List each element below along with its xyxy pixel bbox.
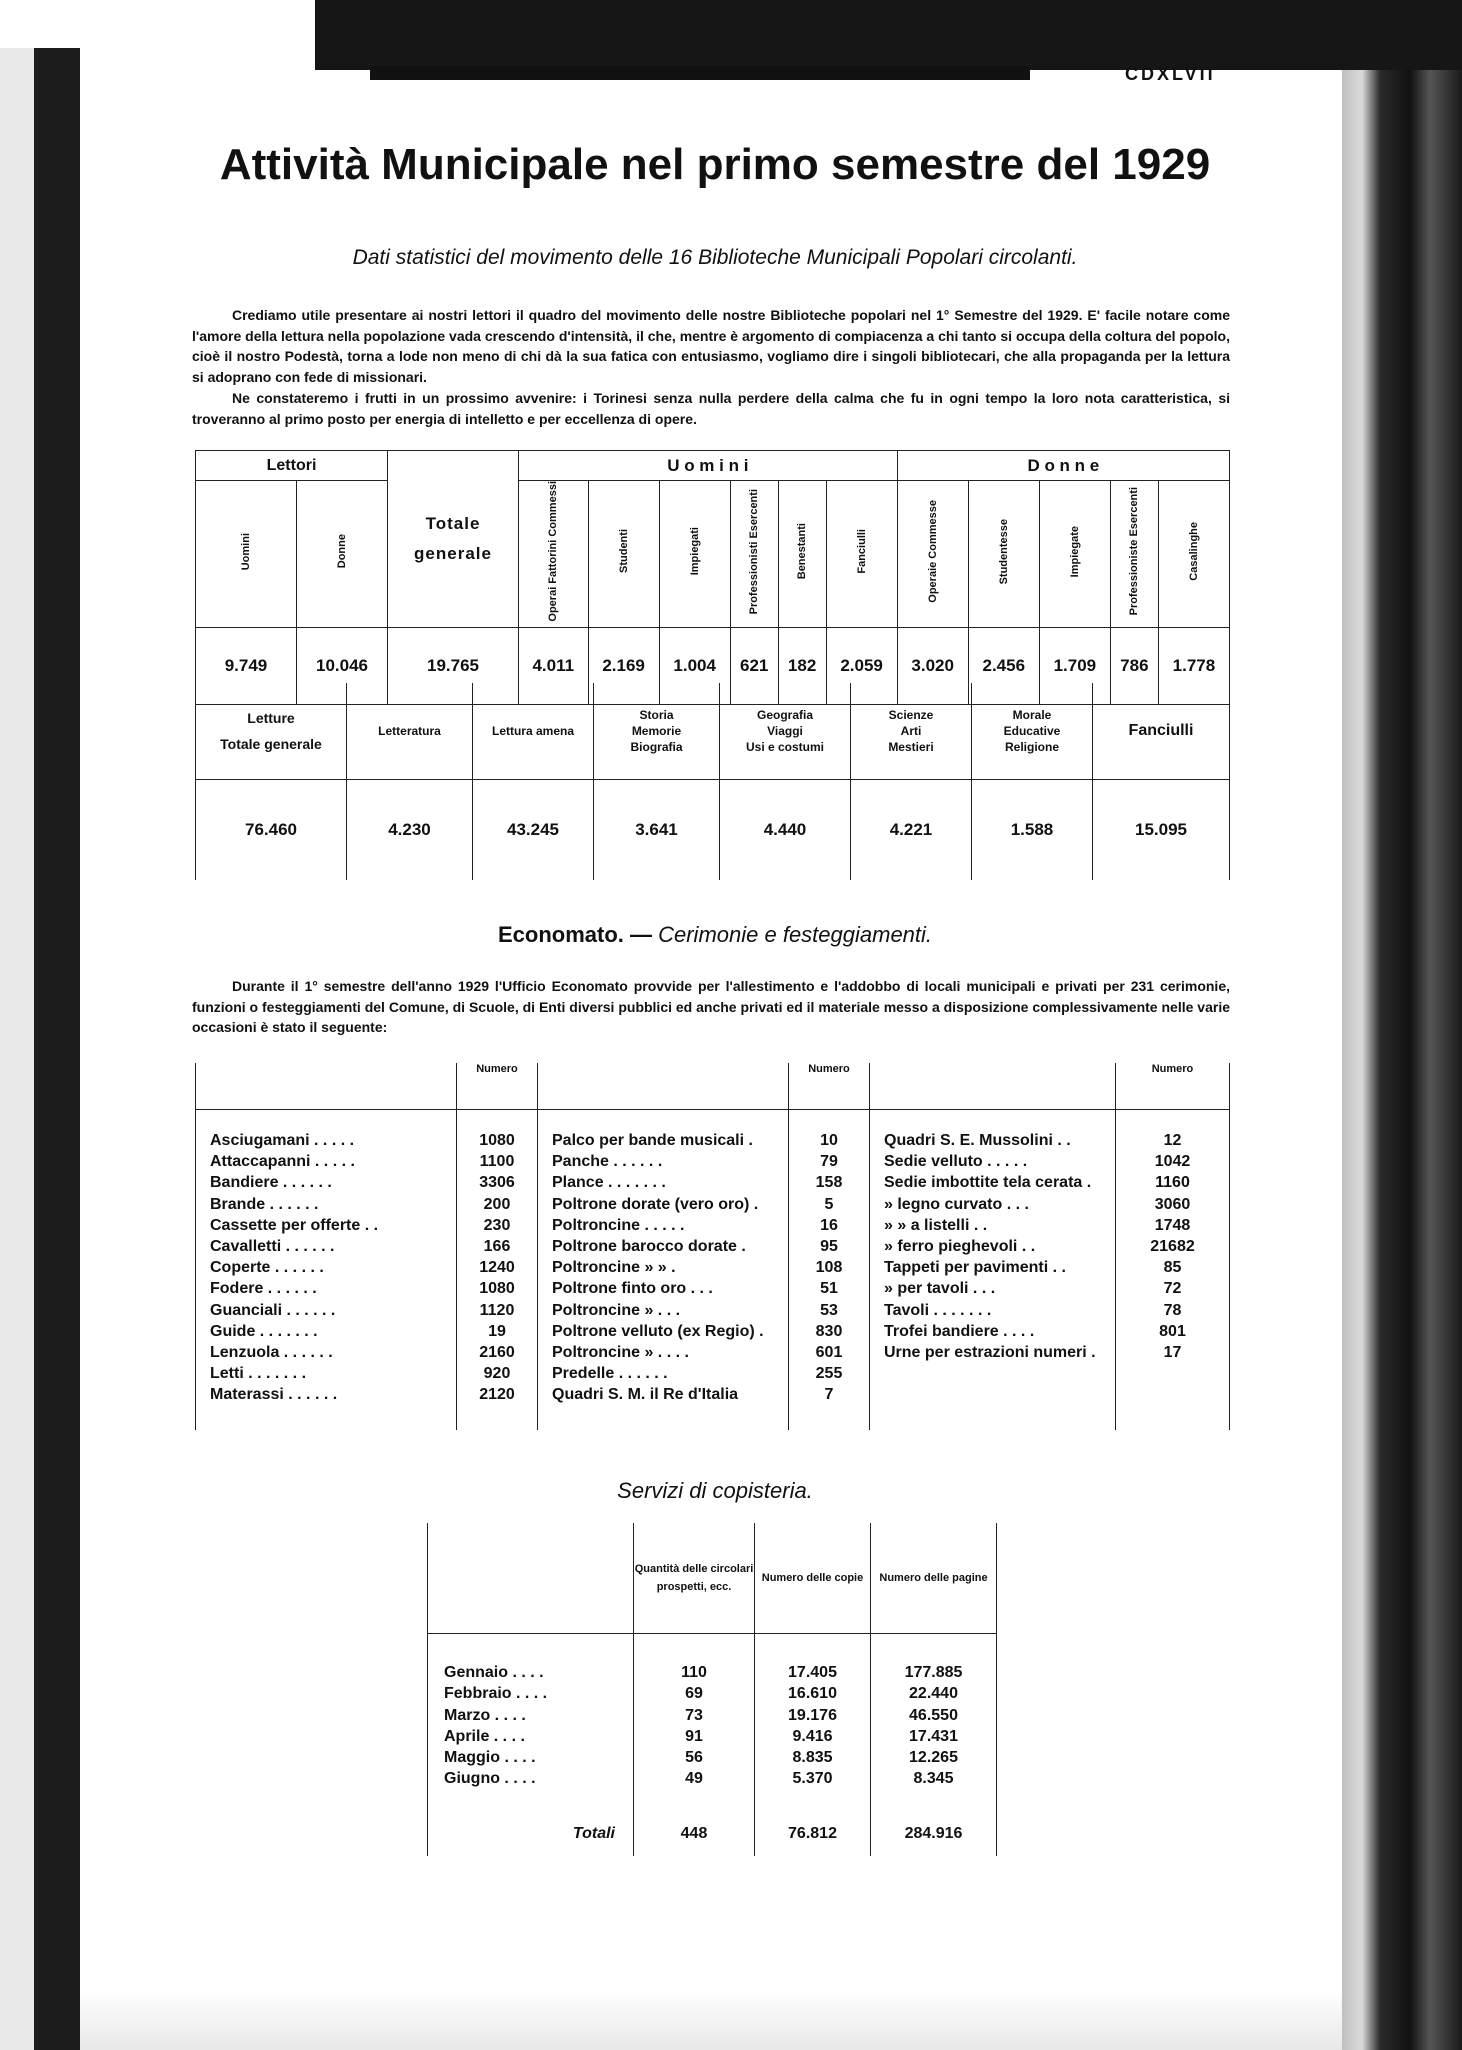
material-count: 166 bbox=[483, 1237, 511, 1255]
material-count: 19 bbox=[488, 1322, 506, 1340]
material-item: » legno curvato . . . bbox=[884, 1195, 1029, 1213]
quantita-value: 69 bbox=[685, 1685, 703, 1703]
col-header: Casalinghe bbox=[1158, 481, 1229, 628]
copie-value: 19.176 bbox=[788, 1706, 837, 1724]
material-item: Materassi . . . . . . bbox=[210, 1386, 338, 1404]
material-count: 21682 bbox=[1150, 1237, 1195, 1255]
copie-value: 9.416 bbox=[792, 1727, 833, 1745]
value-cell: 76.460 bbox=[196, 780, 347, 881]
material-item: Poltrone velluto (ex Regio) . bbox=[552, 1322, 764, 1340]
copie-value: 17.405 bbox=[788, 1664, 837, 1681]
material-item: Guanciali . . . . . . bbox=[210, 1301, 336, 1319]
material-count: 95 bbox=[820, 1237, 838, 1255]
material-item: Poltroncine » . . . bbox=[552, 1301, 681, 1319]
quantita-list bbox=[634, 1634, 755, 1813]
material-count: 2160 bbox=[479, 1343, 515, 1361]
col-header: Quantità delle circolari prospetti, ecc. bbox=[634, 1523, 755, 1634]
total-cell: 76.812 bbox=[755, 1812, 871, 1856]
month-label: Marzo . . . . bbox=[444, 1706, 526, 1724]
month-label: Febbraio . . . . bbox=[444, 1685, 548, 1703]
material-item: Tavoli . . . . . . . bbox=[884, 1301, 992, 1319]
col-header: Fanciulli bbox=[826, 481, 897, 628]
col-header: Letture Totale generale bbox=[196, 683, 347, 780]
col-header: Operai Fattorini Commessi bbox=[519, 481, 589, 628]
materials-col3-items bbox=[870, 1110, 1116, 1431]
value-cell: 786 bbox=[1110, 627, 1158, 704]
col-header: Scienze Arti Mestieri bbox=[851, 683, 972, 780]
material-item: Poltrone finto oro . . . bbox=[552, 1280, 713, 1298]
readings-values-row bbox=[196, 780, 1230, 881]
totale-header: Totale generale bbox=[388, 451, 519, 628]
material-count: 51 bbox=[820, 1280, 838, 1298]
col-header: Uomini bbox=[196, 481, 297, 628]
col-header: Fanciulli bbox=[1093, 683, 1230, 780]
material-count: 72 bbox=[1163, 1280, 1182, 1298]
bottom-edge bbox=[80, 1990, 1342, 2050]
value-cell: 2.456 bbox=[968, 627, 1039, 704]
material-count: 1120 bbox=[479, 1301, 515, 1319]
pagine-value: 8.345 bbox=[913, 1770, 954, 1788]
month-label: Giugno . . . . bbox=[444, 1770, 536, 1788]
numero-header: Numero bbox=[457, 1063, 538, 1110]
copie-value: 8.835 bbox=[792, 1749, 833, 1767]
quantita-value: 73 bbox=[685, 1706, 703, 1724]
copie-list bbox=[755, 1634, 871, 1813]
material-item: Letti . . . . . . . bbox=[210, 1365, 307, 1383]
material-item: Lenzuola . . . . . . bbox=[210, 1343, 333, 1361]
material-count: 1080 bbox=[479, 1132, 515, 1149]
copisteria-table bbox=[427, 1523, 997, 1856]
value-cell: 1.004 bbox=[659, 627, 730, 704]
numero-header: Numero bbox=[1116, 1063, 1230, 1110]
material-item: Bandiere . . . . . . bbox=[210, 1174, 332, 1192]
pagine-value: 22.440 bbox=[909, 1685, 958, 1703]
col-header: Studenti bbox=[588, 481, 659, 628]
col-header: Studentesse bbox=[968, 481, 1039, 628]
pagine-value: 17.431 bbox=[909, 1727, 958, 1745]
material-count: 158 bbox=[815, 1174, 843, 1192]
value-cell: 2.059 bbox=[826, 627, 897, 704]
material-count: 1042 bbox=[1154, 1153, 1191, 1171]
value-cell: 182 bbox=[778, 627, 826, 704]
materials-col3-values bbox=[1116, 1110, 1230, 1431]
material-item: Plance . . . . . . . bbox=[552, 1174, 666, 1192]
material-item: Guide . . . . . . . bbox=[210, 1322, 318, 1340]
material-count: 3306 bbox=[479, 1174, 515, 1192]
value-cell: 19.765 bbox=[388, 627, 519, 704]
quantita-value: 110 bbox=[681, 1664, 707, 1681]
value-cell: 15.095 bbox=[1093, 780, 1230, 881]
material-item: Predelle . . . . . . bbox=[552, 1365, 668, 1383]
materials-table bbox=[195, 1063, 1230, 1430]
totali-label: Totali bbox=[428, 1812, 634, 1856]
material-count: 5 bbox=[824, 1195, 834, 1213]
quantita-value: 56 bbox=[685, 1749, 703, 1767]
material-item: Panche . . . . . . bbox=[552, 1153, 663, 1171]
page-number: CDXLVII bbox=[1125, 64, 1216, 84]
material-item: Palco per bande musicali . bbox=[552, 1132, 753, 1149]
group-uomini: U o m i n i bbox=[519, 451, 898, 481]
pagine-value: 177.885 bbox=[904, 1664, 963, 1681]
copie-value: 5.370 bbox=[792, 1770, 833, 1788]
value-cell: 43.245 bbox=[473, 780, 594, 881]
col-header: Morale Educative Religione bbox=[972, 683, 1093, 780]
materials-col2-items bbox=[538, 1110, 789, 1431]
material-item: Poltroncine » » . bbox=[552, 1259, 676, 1277]
material-count: 1160 bbox=[1155, 1174, 1190, 1192]
material-item: Poltrone dorate (vero oro) . bbox=[552, 1195, 759, 1213]
material-item: Tappeti per pavimenti . . bbox=[884, 1259, 1066, 1277]
value-cell: 9.749 bbox=[196, 627, 297, 704]
value-cell: 10.046 bbox=[297, 627, 388, 704]
quantita-value: 49 bbox=[685, 1770, 703, 1788]
month-label: Maggio . . . . bbox=[444, 1749, 536, 1767]
material-item: Attaccapanni . . . . . bbox=[210, 1153, 355, 1171]
material-item: Brande . . . . . . bbox=[210, 1195, 319, 1213]
material-item: Trofei bandiere . . . . bbox=[884, 1322, 1035, 1340]
col-header: Operaie Commesse bbox=[897, 481, 968, 628]
pagine-value: 46.550 bbox=[909, 1706, 958, 1724]
material-count: 1100 bbox=[479, 1153, 515, 1171]
value-cell: 1.588 bbox=[972, 780, 1093, 881]
material-count: 920 bbox=[483, 1365, 511, 1383]
material-count: 200 bbox=[483, 1195, 511, 1213]
col-header: Impiegati bbox=[659, 481, 730, 628]
left-edge bbox=[0, 48, 34, 2050]
intro-paragraph-2: Ne constateremo i frutti in un prossimo avvenire: i Torinesi senza nulla perdere della calma che fu in ogni tempo la loro nota caratteristica, si troveranno al primo posto per energia di intelletto e per eccellenza di opere. bbox=[192, 390, 1230, 427]
material-count: 1748 bbox=[1154, 1216, 1191, 1234]
value-cell: 4.230 bbox=[347, 780, 473, 881]
copisteria-heading: Servizi di copisteria. bbox=[617, 1478, 813, 1503]
materials-col2-values bbox=[789, 1110, 870, 1431]
material-count: 1080 bbox=[479, 1280, 515, 1298]
group-donne: D o n n e bbox=[897, 451, 1229, 481]
material-item: Sedie velluto . . . . . bbox=[884, 1153, 1028, 1171]
value-cell: 3.020 bbox=[897, 627, 968, 704]
material-item: Fodere . . . . . . bbox=[210, 1280, 317, 1298]
months-list bbox=[428, 1634, 634, 1813]
value-cell: 4.440 bbox=[720, 780, 851, 881]
col-header: Letteratura bbox=[347, 683, 473, 780]
pagine-value: 12.265 bbox=[909, 1749, 958, 1767]
material-count: 830 bbox=[815, 1322, 843, 1340]
col-header: Impiegate bbox=[1039, 481, 1110, 628]
total-cell: 448 bbox=[634, 1812, 755, 1856]
col-header: Numero delle pagine bbox=[871, 1523, 997, 1634]
month-label: Aprile . . . . bbox=[444, 1727, 525, 1745]
material-count: 801 bbox=[1159, 1322, 1186, 1340]
intro-paragraph-1: Crediamo utile presentare ai nostri lettori il quadro del movimento delle nostre Biblioteche popolari nel 1° Semestre del 1929. E' facile notare come l'amore della lettura nella popolazione vada crescendo d'intensità, il che, mentre è argomento di compiacenza a chi tanto si occupa della coltura del popolo, cioè il nostro Podestà, torna a lode non meno di chi dà la sua fatica con entusiasmo, vogliamo dire i singoli bibliotecari, che alla propaganda per la lettura si adoprano con fede di missionari. bbox=[192, 307, 1230, 385]
material-count: 53 bbox=[820, 1301, 838, 1319]
material-item: » » a listelli . . bbox=[884, 1216, 988, 1234]
quantita-value: 91 bbox=[685, 1727, 703, 1745]
material-item: » ferro pieghevoli . . bbox=[884, 1237, 1036, 1255]
material-count: 7 bbox=[824, 1386, 834, 1404]
col-header: Storia Memorie Biografia bbox=[594, 683, 720, 780]
header-rule bbox=[370, 66, 1030, 80]
value-cell: 1.709 bbox=[1039, 627, 1110, 704]
value-cell: 2.169 bbox=[588, 627, 659, 704]
material-count: 255 bbox=[815, 1365, 843, 1383]
material-count: 85 bbox=[1163, 1259, 1182, 1277]
material-item: Poltroncine » . . . . bbox=[552, 1343, 689, 1361]
material-item: Poltroncine . . . . . bbox=[552, 1216, 685, 1234]
material-count: 10 bbox=[820, 1132, 838, 1149]
material-count: 17 bbox=[1163, 1343, 1182, 1361]
value-cell: 621 bbox=[730, 627, 778, 704]
readings-table bbox=[195, 683, 1230, 880]
value-cell: 4.221 bbox=[851, 780, 972, 881]
material-count: 108 bbox=[815, 1259, 843, 1277]
material-item: Quadri S. E. Mussolini . . bbox=[884, 1132, 1071, 1149]
material-count: 16 bbox=[820, 1216, 838, 1234]
running-header-left: ATTIVITÀ bbox=[192, 58, 271, 75]
material-item: Cassette per offerte . . bbox=[210, 1216, 379, 1234]
material-item: Coperte . . . . . . bbox=[210, 1259, 324, 1277]
value-cell: 3.641 bbox=[594, 780, 720, 881]
material-item: Urne per estrazioni numeri . bbox=[884, 1343, 1096, 1361]
material-item: » per tavoli . . . bbox=[884, 1280, 996, 1298]
col-header: Professioniste Esercenti bbox=[1110, 481, 1158, 628]
total-cell: 284.916 bbox=[871, 1812, 997, 1856]
col-header: Numero delle copie bbox=[755, 1523, 871, 1634]
material-count: 79 bbox=[820, 1153, 838, 1171]
col-header: Professionisti Esercenti bbox=[730, 481, 778, 628]
material-item: Cavalletti . . . . . . bbox=[210, 1237, 335, 1255]
value-cell: 1.778 bbox=[1158, 627, 1229, 704]
col-header: Lettura amena bbox=[473, 683, 594, 780]
numero-header: Numero bbox=[789, 1063, 870, 1110]
material-item: Sedie imbottite tela cerata . bbox=[884, 1174, 1092, 1192]
group-lettori: Lettori bbox=[196, 451, 388, 481]
top-dark-band bbox=[315, 0, 1462, 74]
month-label: Gennaio . . . . bbox=[444, 1664, 544, 1681]
readers-table bbox=[195, 450, 1230, 705]
page-title: Attività Municipale nel primo semestre del 1929 bbox=[219, 140, 1211, 189]
material-item: Quadri S. M. il Re d'Italia bbox=[552, 1386, 739, 1404]
materials-col1-items bbox=[196, 1110, 457, 1431]
material-count: 3060 bbox=[1154, 1195, 1191, 1213]
material-count: 2120 bbox=[479, 1386, 515, 1404]
material-item: Asciugamani . . . . . bbox=[210, 1132, 355, 1149]
value-cell: 4.011 bbox=[519, 627, 589, 704]
copie-value: 16.610 bbox=[788, 1685, 837, 1703]
col-header: Benestanti bbox=[778, 481, 826, 628]
economato-paragraph: Durante il 1° semestre dell'anno 1929 l'Ufficio Economato provvide per l'allestimento e l'addobbo di locali municipali e privati per 231 cerimonie, funzioni o festeggiamenti del Comune, di Scuole, di Enti diversi pubblici ed anche privati ed il materiale messo a disposizione complessivamente nelle varie occasioni è stato il seguente: bbox=[192, 978, 1230, 1035]
col-header: Donne bbox=[297, 481, 388, 628]
pagine-list bbox=[871, 1634, 997, 1813]
page-subtitle: Dati statistici del movimento delle 16 Biblioteche Municipali Popolari circolanti. bbox=[352, 246, 1078, 269]
totals-row bbox=[428, 1812, 997, 1856]
material-count: 230 bbox=[483, 1216, 511, 1234]
materials-col1-values bbox=[457, 1110, 538, 1431]
right-dark-band bbox=[1340, 70, 1462, 2050]
material-count: 78 bbox=[1163, 1301, 1182, 1319]
material-item: Poltrone barocco dorate . bbox=[552, 1237, 746, 1255]
material-count: 1240 bbox=[479, 1259, 515, 1277]
material-count: 12 bbox=[1163, 1132, 1182, 1149]
economato-heading: Economato. — Cerimonie e festeggiamenti. bbox=[497, 922, 933, 947]
material-count: 601 bbox=[815, 1343, 843, 1361]
col-header: Geografia Viaggi Usi e costumi bbox=[720, 683, 851, 780]
